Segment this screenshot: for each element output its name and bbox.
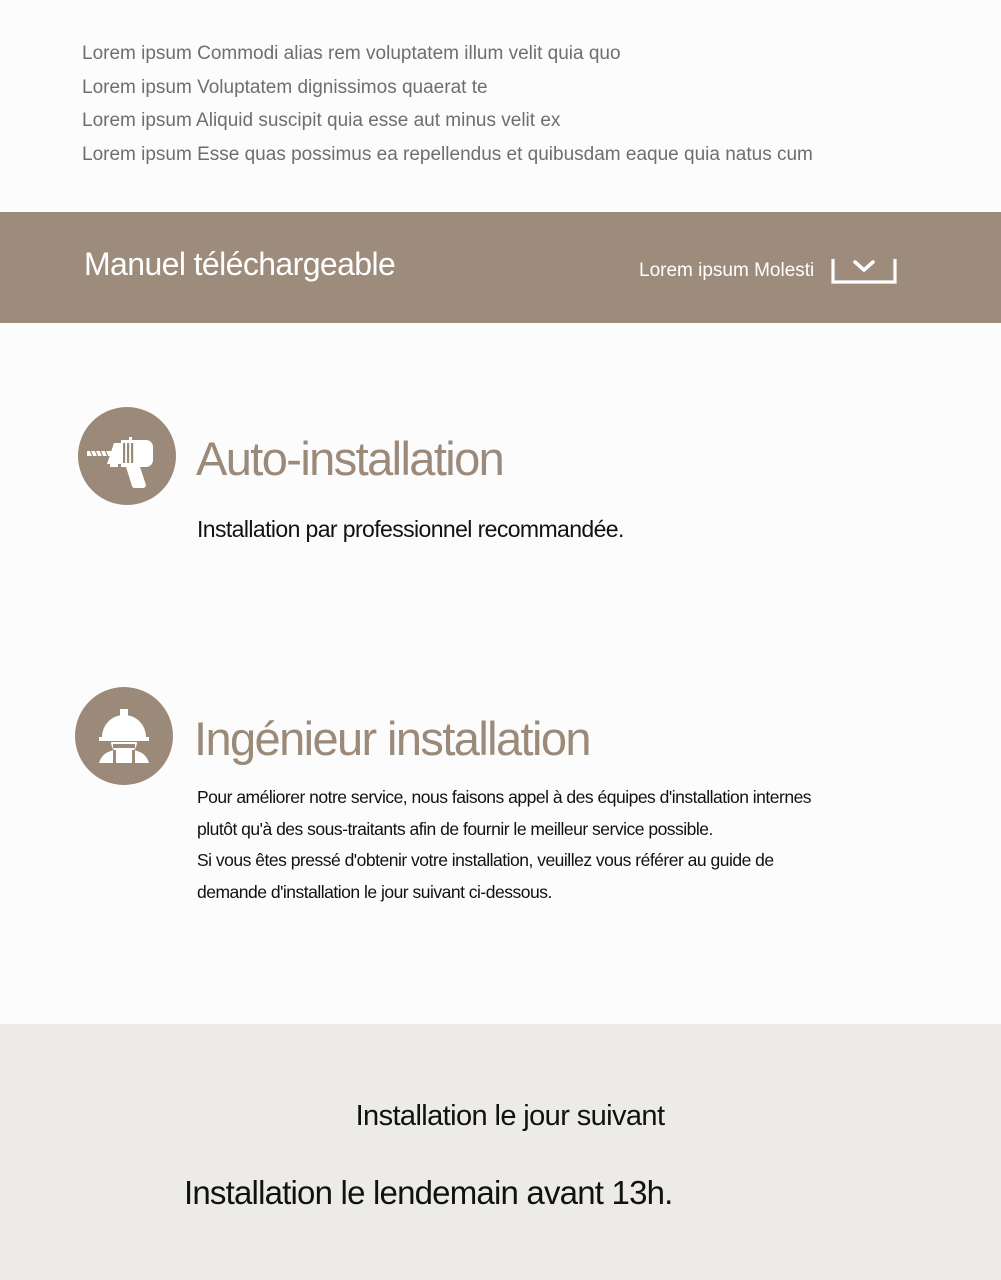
drill-icon bbox=[78, 407, 176, 505]
engineer-install-line: Si vous êtes pressé d'obtenir votre installation, veuillez vous référer au guide de bbox=[197, 850, 774, 870]
intro-line: Lorem ipsum Commodi alias rem voluptatem illum velit quia quo bbox=[82, 43, 621, 64]
manual-title: Manuel téléchargeable bbox=[84, 246, 396, 282]
next-day-title: Installation le jour suivant bbox=[355, 1100, 665, 1132]
self-install-title: Auto-installation bbox=[196, 432, 504, 485]
intro-line: Lorem ipsum Aliquid suscipit quia esse aut minus velit ex bbox=[82, 110, 561, 132]
manual-banner bbox=[0, 212, 1001, 323]
engineer-install-line: plutôt qu'à des sous-traitants afin de fournir le meilleur service possible. bbox=[197, 818, 713, 839]
engineer-install-line: Pour améliorer notre service, nous faisons appel à des équipes d'installation internes bbox=[197, 787, 812, 807]
next-day-section bbox=[0, 1024, 1001, 1280]
engineer-install-body bbox=[197, 782, 897, 908]
next-day-text: Installation le lendemain avant 13h. bbox=[184, 1174, 673, 1211]
download-icon bbox=[831, 257, 897, 285]
self-install-subtitle: Installation par professionnel recommandée. bbox=[197, 516, 624, 542]
engineer-install-line: demande d'installation le jour suivant ci-dessous. bbox=[197, 881, 552, 902]
manual-download-label: Lorem ipsum Molesti bbox=[639, 260, 815, 281]
worker-helmet-icon bbox=[75, 687, 173, 785]
manual-download-link[interactable] bbox=[639, 257, 897, 287]
intro-line: Lorem ipsum Esse quas possimus ea repellendus et quibusdam eaque quia natus cum bbox=[82, 143, 813, 165]
intro-list bbox=[82, 37, 962, 171]
intro-line: Lorem ipsum Voluptatem dignissimos quaerat te bbox=[82, 76, 488, 98]
engineer-install-title: Ingénieur installation bbox=[194, 712, 590, 765]
